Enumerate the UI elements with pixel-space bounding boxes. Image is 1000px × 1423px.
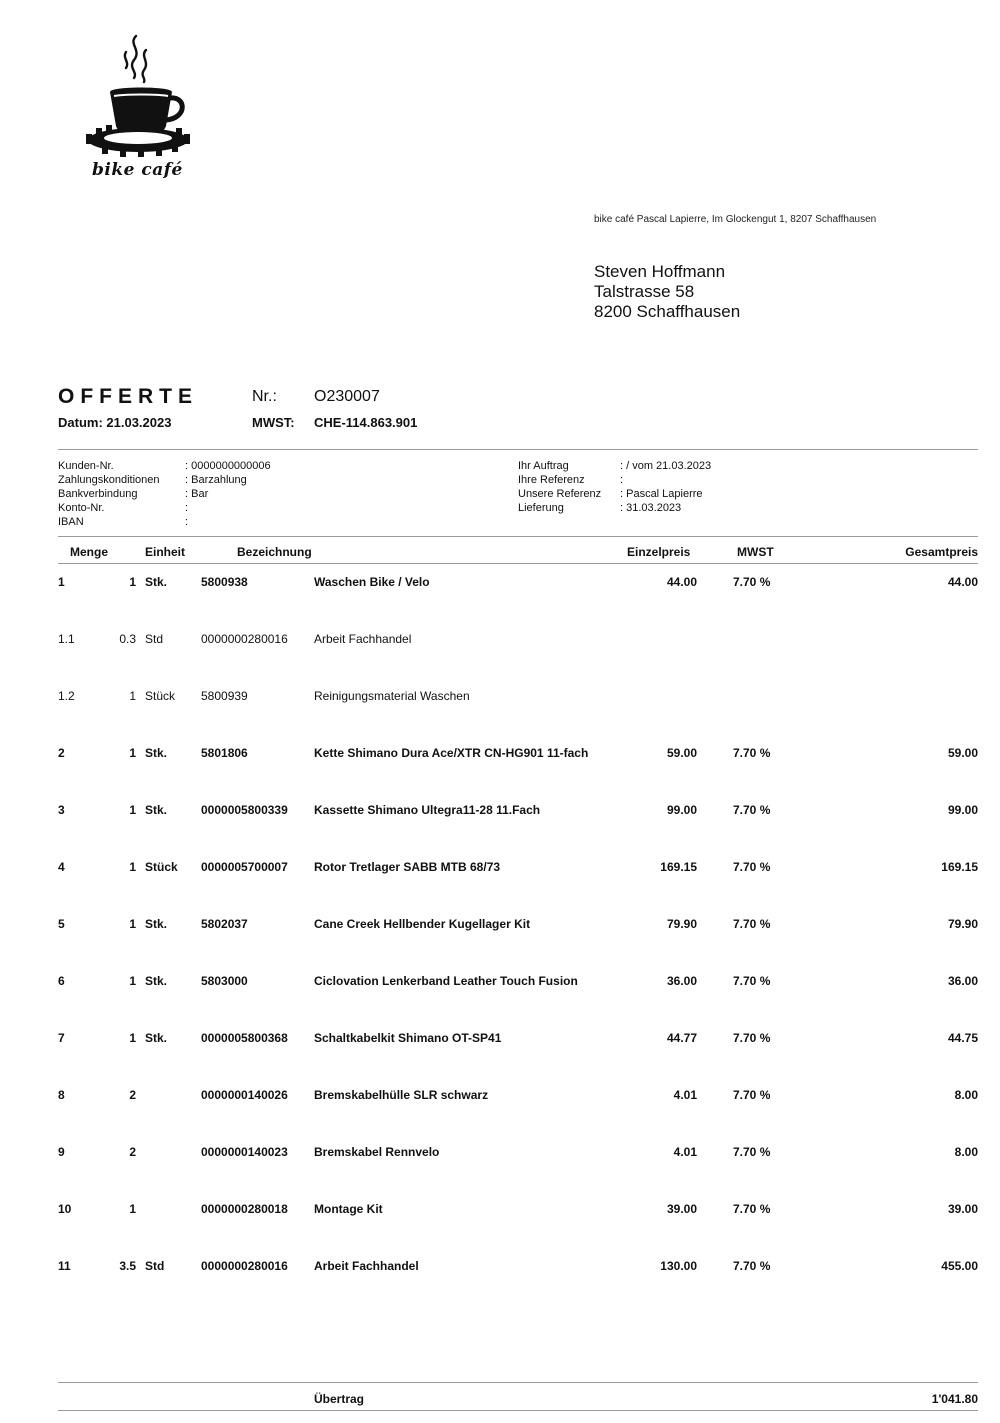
item-position: 8 [58,1088,65,1102]
divider [58,536,978,537]
col-header-menge: Menge [70,545,109,559]
item-description: Montage Kit [314,1202,383,1216]
item-article-number: 0000000140023 [201,1145,288,1159]
info-right-label: Lieferung [518,502,564,514]
item-description: Bremskabelhülle SLR schwarz [314,1088,489,1102]
item-vat-rate: 7.70 % [733,575,771,589]
item-position: 11 [58,1259,71,1273]
item-unit: Stk. [145,746,168,760]
item-unit: Stk. [145,974,168,988]
item-unit-price: 79.90 [666,917,697,931]
item-unit: Std [145,632,164,646]
item-unit-price: 4.01 [673,1145,697,1159]
item-description: Arbeit Fachhandel [314,632,412,646]
item-article-number: 0000005700007 [201,860,288,874]
info-left-value: : 0000000000006 [185,460,271,472]
info-left-label: Zahlungskonditionen [58,474,160,486]
divider [58,449,978,450]
item-unit-price: 59.00 [666,746,697,760]
item-quantity: 0.3 [119,632,136,646]
item-position: 1.2 [58,689,75,703]
info-left-value: : [185,502,189,514]
item-quantity: 1 [129,1202,136,1216]
recipient-city: 8200 Schaffhausen [594,302,741,321]
info-right-value: : / vom 21.03.2023 [620,460,712,472]
item-vat-rate: 7.70 % [733,974,771,988]
item-unit-price: 169.15 [660,860,697,874]
chainring-icon [86,125,190,157]
recipient-address [594,262,740,322]
item-article-number: 0000005800339 [201,803,288,817]
col-header-bezeichnung: Bezeichnung [237,545,312,559]
item-article-number: 0000000280016 [201,632,288,646]
divider [58,1382,978,1383]
info-left-value: : Bar [185,488,209,500]
item-unit: Stück [145,860,178,874]
item-position: 1.1 [58,632,75,646]
item-description: Rotor Tretlager SABB MTB 68/73 [314,860,501,874]
col-header-einheit: Einheit [145,545,186,559]
item-quantity: 1 [129,974,136,988]
item-total: 39.00 [947,1202,978,1216]
document-title: OFFERTE [58,385,198,408]
item-position: 6 [58,974,65,988]
item-total: 8.00 [954,1088,978,1102]
info-right-value: : 31.03.2023 [620,502,682,514]
item-description: Kette Shimano Dura Ace/XTR CN-HG901 11-fach [314,746,589,760]
item-position: 7 [58,1031,65,1045]
item-total: 455.00 [941,1259,978,1273]
item-vat-rate: 7.70 % [733,746,771,760]
item-unit-price: 99.00 [666,803,697,817]
item-unit: Stk. [145,917,168,931]
info-left-label: Kunden-Nr. [58,460,114,472]
item-position: 1 [58,575,65,589]
item-vat-rate: 7.70 % [733,1202,771,1216]
item-position: 2 [58,746,65,760]
item-article-number: 5802037 [201,917,248,931]
item-total: 36.00 [947,974,978,988]
item-quantity: 3.5 [119,1259,136,1273]
item-article-number: 0000005800368 [201,1031,288,1045]
item-vat-rate: 7.70 % [733,1031,771,1045]
item-vat-rate: 7.70 % [733,860,771,874]
info-left-label: IBAN [58,516,84,528]
item-vat-rate: 7.70 % [733,803,771,817]
item-unit: Std [145,1259,165,1273]
nr-label: Nr.: [252,388,277,405]
info-right-label: Ihr Auftrag [518,460,569,472]
item-quantity: 1 [129,917,136,931]
sender-line: bike café Pascal Lapierre, Im Glockengut 1, 8207 Schaffhausen [594,214,877,225]
item-total: 44.00 [947,575,978,589]
item-unit-price: 44.77 [666,1031,697,1045]
item-description: Schaltkabelkit Shimano OT-SP41 [314,1031,502,1045]
carryover-value: 1'041.80 [931,1392,978,1406]
info-left-value: : Barzahlung [185,474,247,486]
item-unit-price: 36.00 [666,974,697,988]
item-total: 59.00 [947,746,978,760]
item-position: 10 [58,1202,72,1216]
logo-text: bike café [92,160,183,180]
info-right-value: : Pascal Lapierre [620,488,703,500]
item-description: Arbeit Fachhandel [314,1259,419,1273]
item-position: 9 [58,1145,65,1159]
info-left-label: Bankverbindung [58,488,138,500]
item-quantity: 1 [129,575,136,589]
info-right-label: Unsere Referenz [518,488,602,500]
item-description: Bremskabel Rennvelo [314,1145,440,1159]
item-position: 4 [58,860,65,874]
carryover-label: Übertrag [314,1392,365,1406]
item-vat-rate: 7.70 % [733,917,771,931]
item-description: Ciclovation Lenkerband Leather Touch Fusion [314,974,578,988]
item-description: Cane Creek Hellbender Kugellager Kit [314,917,531,931]
item-unit: Stück [145,689,176,703]
item-description: Waschen Bike / Velo [314,575,430,589]
item-quantity: 1 [129,689,136,703]
item-quantity: 2 [129,1088,136,1102]
item-total: 44.75 [947,1031,978,1045]
item-quantity: 1 [129,803,136,817]
item-article-number: 0000000280018 [201,1202,288,1216]
item-unit: Stk. [145,575,168,589]
info-right-label: Ihre Referenz [518,474,585,486]
item-total: 99.00 [947,803,978,817]
item-unit: Stk. [145,1031,168,1045]
mwst-label: MWST: [252,415,295,430]
item-vat-rate: 7.70 % [733,1259,771,1273]
item-quantity: 2 [129,1145,136,1159]
info-right-value: : [620,474,624,486]
document-date: Datum: 21.03.2023 [58,415,172,430]
item-quantity: 1 [129,860,136,874]
item-quantity: 1 [129,1031,136,1045]
item-unit-price: 44.00 [666,575,697,589]
item-description: Kassette Shimano Ultegra11-28 11.Fach [314,803,541,817]
item-article-number: 5800939 [201,689,248,703]
mwst-number: CHE-114.863.901 [314,415,418,430]
info-left-value: : [185,516,189,528]
item-total: 8.00 [954,1145,978,1159]
item-total: 79.90 [947,917,978,931]
offer-number: O230007 [314,388,380,405]
item-article-number: 0000000280016 [201,1259,288,1273]
item-description: Reinigungsmaterial Waschen [314,689,470,703]
item-quantity: 1 [129,746,136,760]
item-article-number: 5800938 [201,575,248,589]
item-position: 3 [58,803,65,817]
recipient-name: Steven Hoffmann [594,262,726,281]
col-header-gesamtpreis: Gesamtpreis [905,545,978,559]
item-unit-price: 130.00 [660,1259,697,1273]
divider [58,563,978,564]
item-article-number: 5803000 [201,974,248,988]
recipient-street: Talstrasse 58 [594,282,695,301]
col-header-mwst: MWST [737,545,774,559]
item-vat-rate: 7.70 % [733,1088,771,1102]
item-unit-price: 4.01 [673,1088,697,1102]
item-total: 169.15 [941,860,978,874]
item-vat-rate: 7.70 % [733,1145,771,1159]
item-position: 5 [58,917,65,931]
col-header-einzelpreis: Einzelpreis [627,545,691,559]
info-left-label: Konto-Nr. [58,502,105,514]
item-unit-price: 39.00 [666,1202,697,1216]
item-article-number: 0000000140026 [201,1088,288,1102]
divider [58,1410,978,1411]
item-unit: Stk. [145,803,168,817]
item-article-number: 5801806 [201,746,248,760]
